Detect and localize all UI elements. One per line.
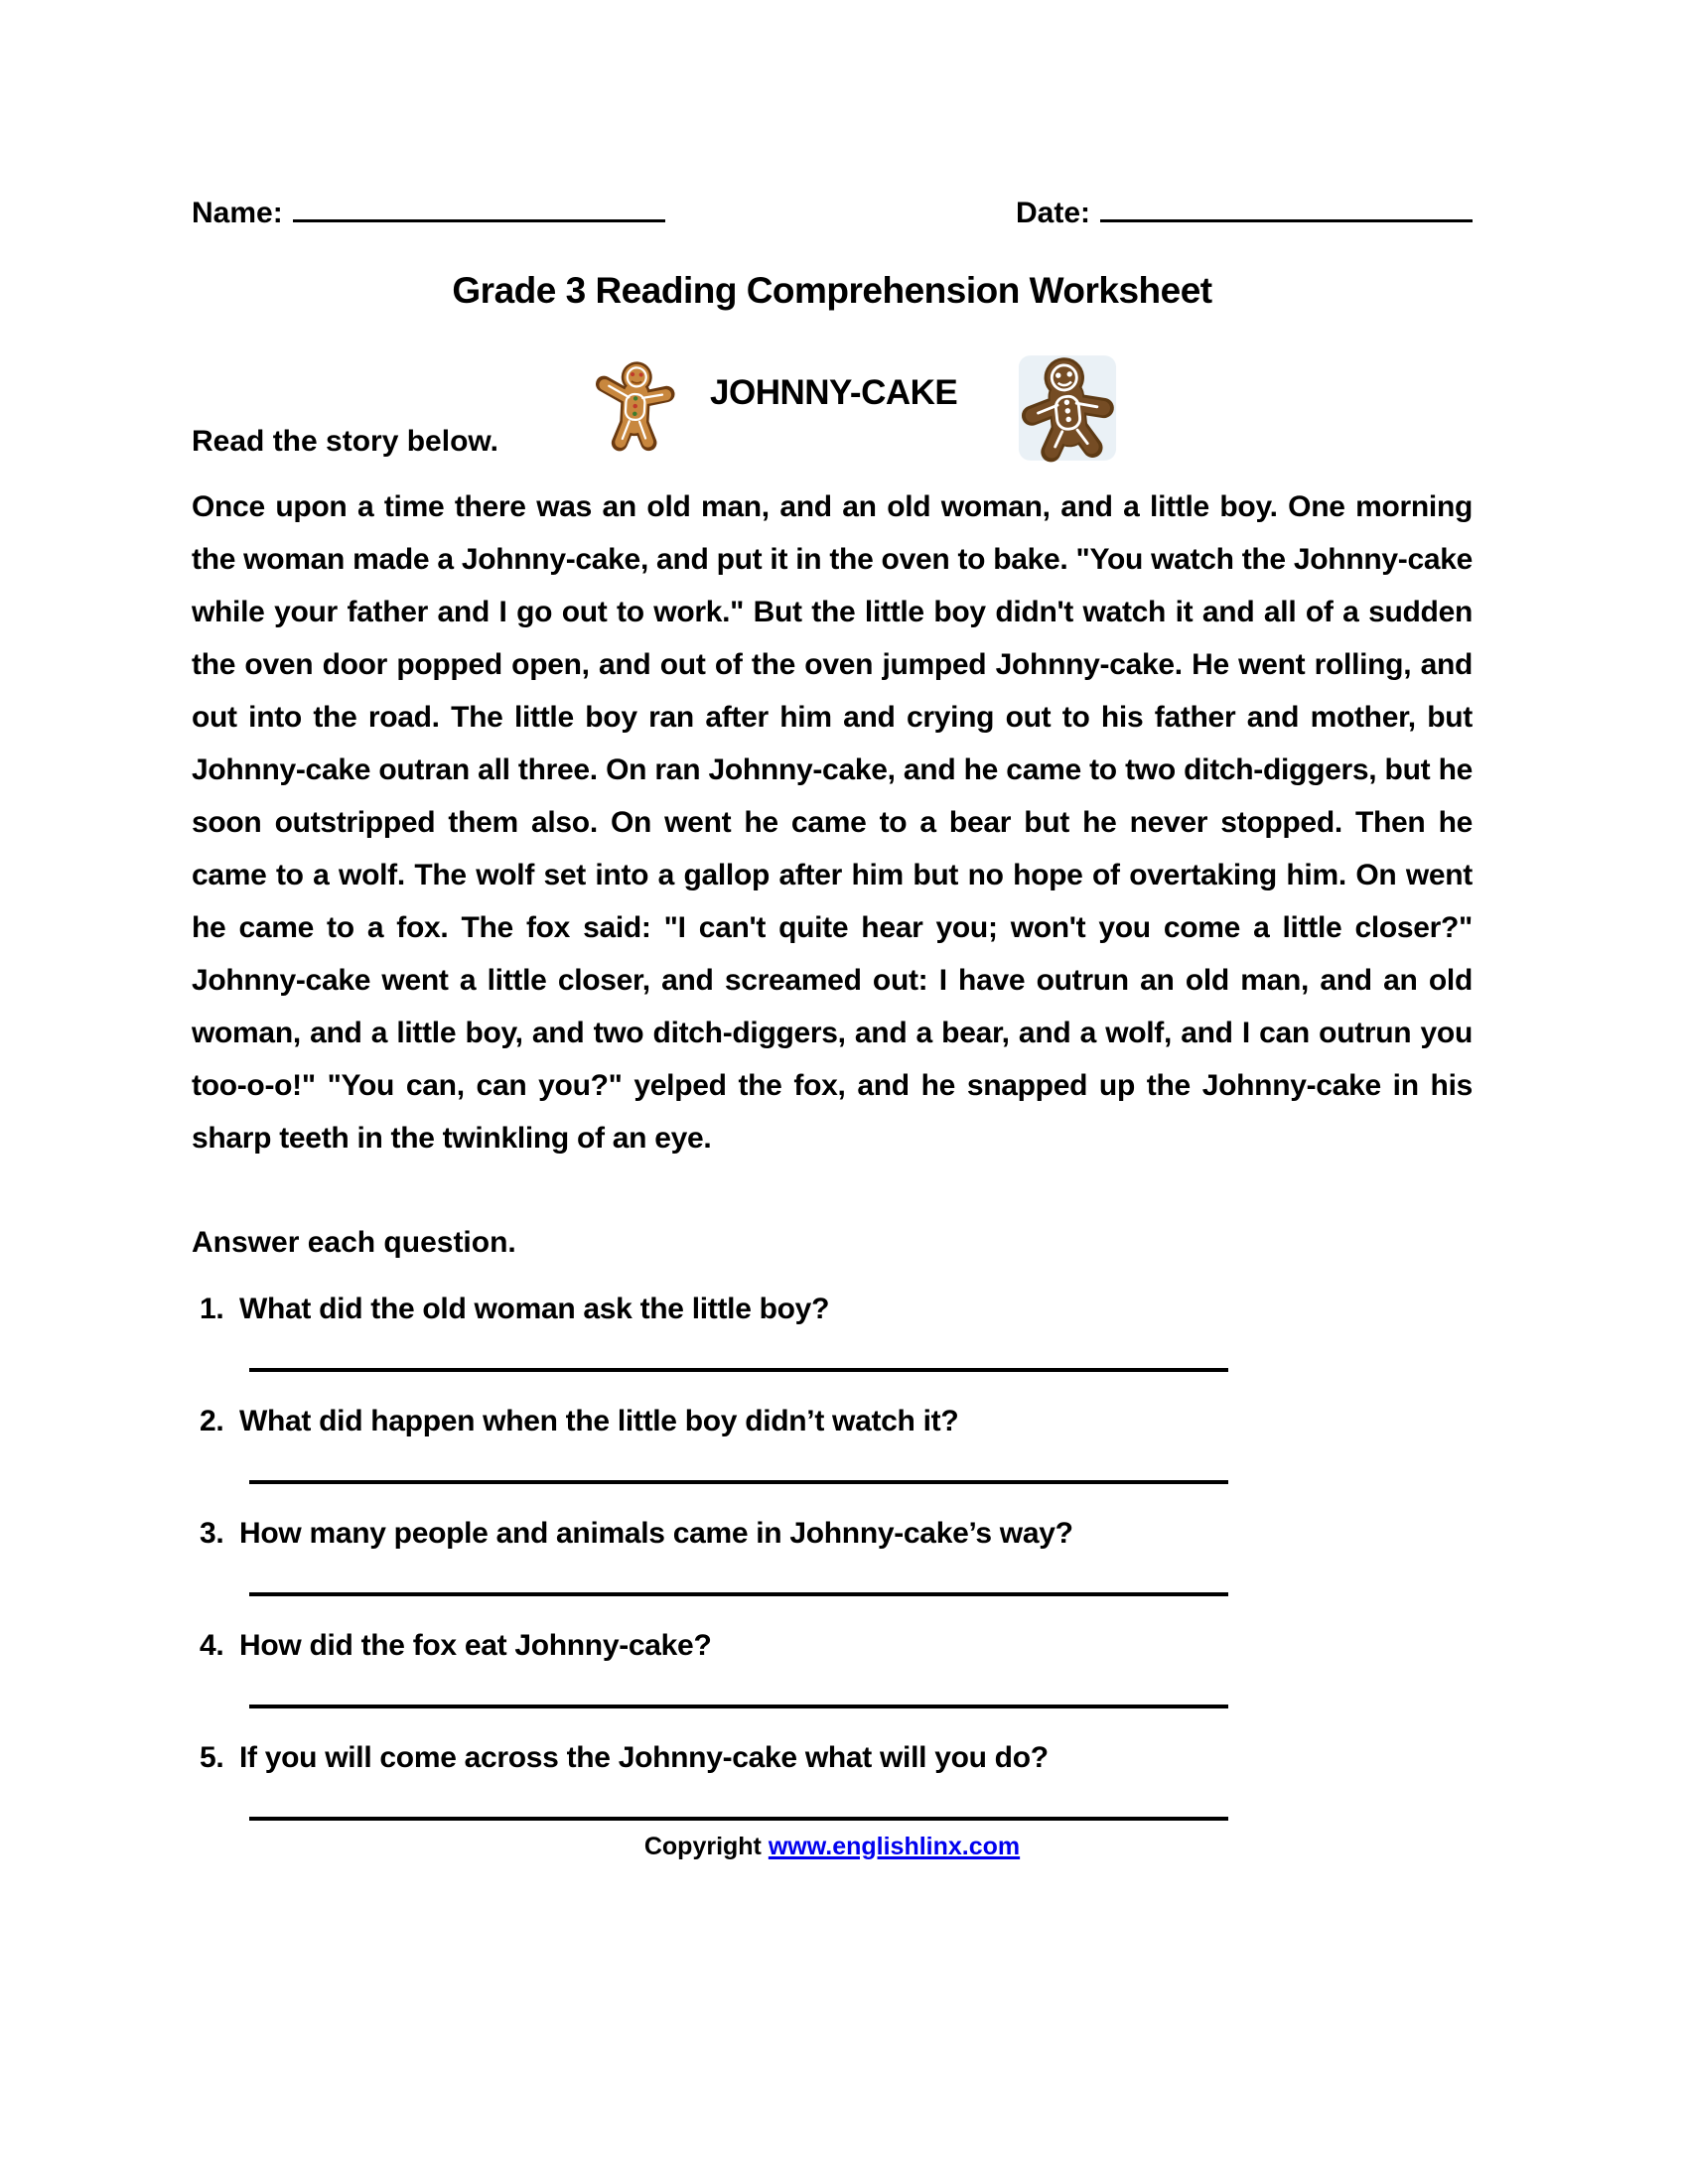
answer-blank-line-3[interactable]	[249, 1592, 1228, 1596]
gingerbread-man-dark-icon	[1018, 353, 1117, 463]
copyright-link[interactable]: www.englishlinx.com	[768, 1833, 1021, 1860]
answer-blank-line-5[interactable]	[249, 1817, 1228, 1821]
question-item-1	[192, 1293, 1473, 1372]
answer-blank-line-2[interactable]	[249, 1480, 1228, 1484]
date-label: Date:	[1015, 197, 1090, 229]
question-text: If you will come across the Johnny-cake what will you do?	[239, 1741, 1049, 1774]
name-label: Name:	[192, 197, 283, 229]
question-number: 3.	[200, 1517, 224, 1550]
question-text: What did the old woman ask the little boy?	[239, 1293, 830, 1325]
gingerbread-man-light-icon	[591, 357, 676, 455]
question-number: 4.	[200, 1629, 224, 1662]
story-title: JOHNNY-CAKE	[710, 373, 958, 412]
story-text: Once upon a time there was an old man, and an old woman, and a little boy. One morning the woman made a Johnny-cake, and put it in the oven to bake. "You watch the Johnny-cake while your father and I go out to work." But the little boy didn't watch it and all of a sudden the oven door popped open, and out of the oven jumped Johnny-cake. He went rolling, and out into the road. The little boy ran after him and crying out to his father and mother, but Johnny-cake outran all three. On ran Johnny-cake, and he came to two ditch-diggers, but he soon outstripped them also. On went he came to a bear but he never stopped. Then he came to a wolf. The wolf set into a gallop after him but no hope of overtaking him. On went he came to a fox. The fox said: "I can't quite hear you; won't you come a little closer?" Johnny-cake went a little closer, and screamed out: I have outrun an old man, and an old woman, and a little boy, and two ditch-diggers, and a bear, and a wolf, and I can outrun you too-o-o!" "You can, can you?" yelped the fox, and he snapped up the Johnny-cake in his sharp teeth in the twinkling of an eye.	[192, 490, 1473, 1155]
name-blank-line[interactable]	[293, 194, 665, 222]
header	[192, 0, 1473, 230]
story-header	[192, 347, 1473, 478]
date-field	[1016, 194, 1473, 230]
question-item-5	[192, 1741, 1473, 1821]
question-item-2	[192, 1405, 1473, 1484]
question-item-3	[192, 1517, 1473, 1596]
page-title: Grade 3 Reading Comprehension Worksheet	[452, 270, 1212, 311]
answer-blank-line-4[interactable]	[249, 1705, 1228, 1708]
answer-blank-line-1[interactable]	[249, 1368, 1228, 1372]
question-text: How many people and animals came in Johnny-cake’s way?	[239, 1517, 1073, 1550]
answer-instruction: Answer each question.	[192, 1226, 516, 1259]
worksheet-content	[192, 0, 1473, 1861]
question-text: What did happen when the little boy didn’t watch it?	[239, 1405, 959, 1437]
question-number: 2.	[200, 1405, 224, 1437]
question-item-4	[192, 1629, 1473, 1708]
question-text: How did the fox eat Johnny-cake?	[239, 1629, 712, 1662]
question-number: 5.	[200, 1741, 224, 1774]
name-field	[192, 194, 665, 230]
copyright-label: Copyright	[643, 1833, 762, 1860]
read-instruction: Read the story below.	[192, 425, 498, 458]
date-blank-line[interactable]	[1100, 194, 1473, 222]
question-number: 1.	[200, 1293, 224, 1325]
footer	[192, 1833, 1473, 1861]
